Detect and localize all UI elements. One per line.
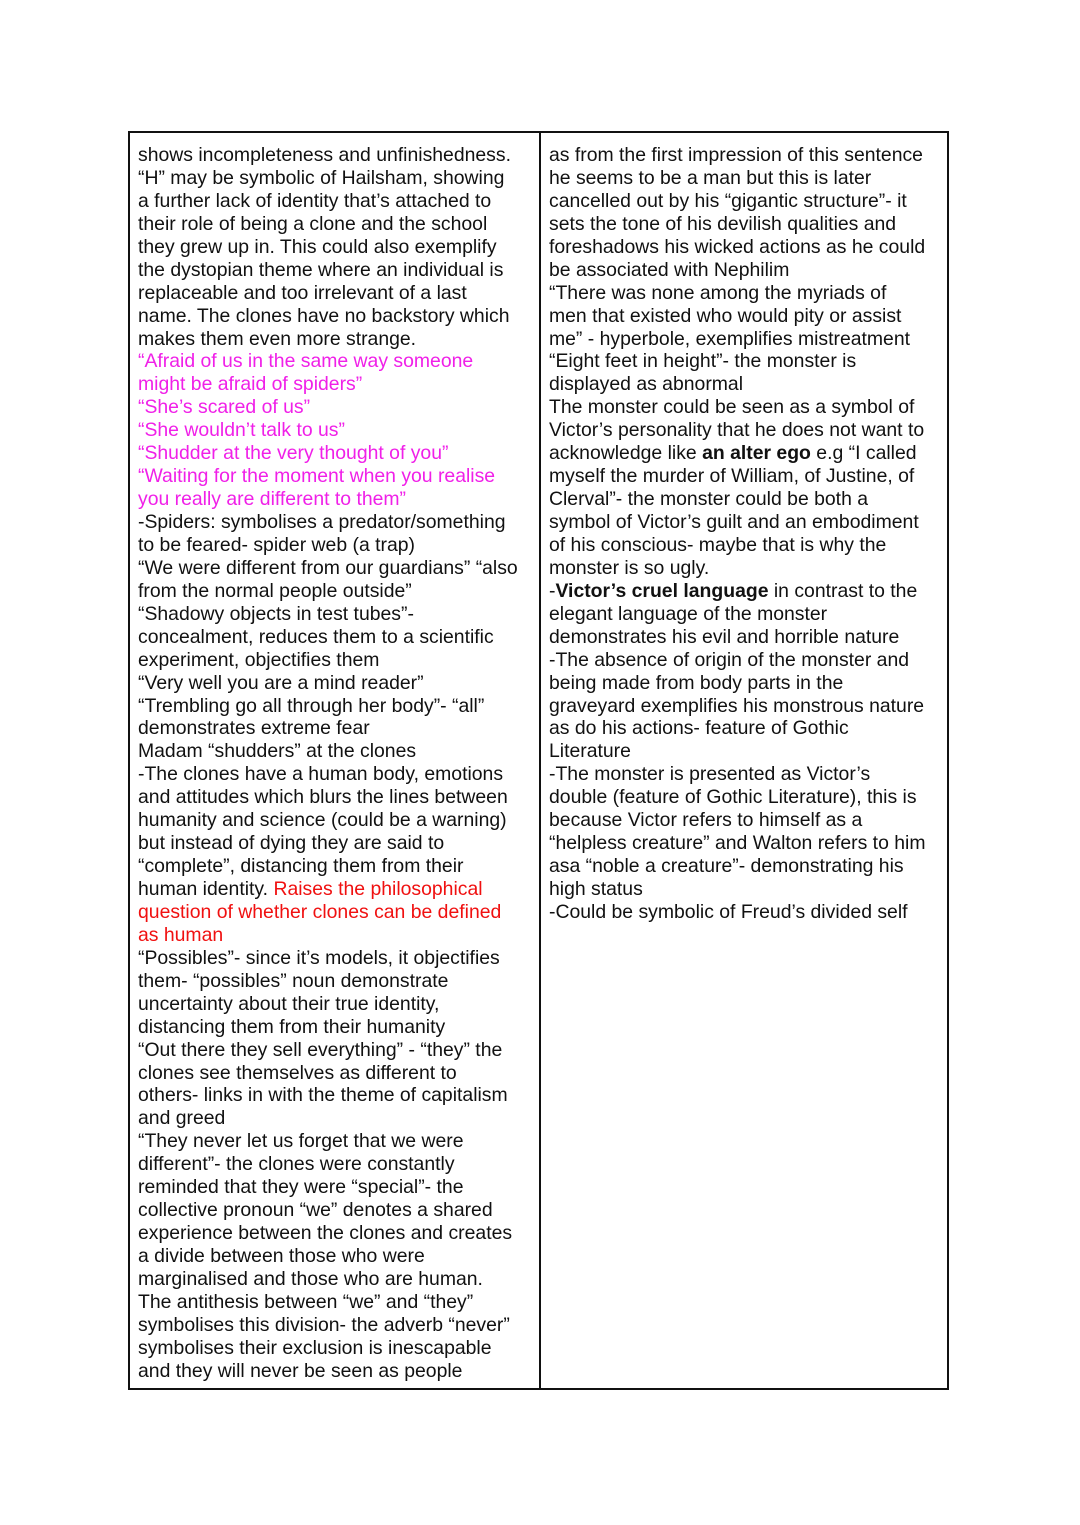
text-line bbox=[138, 1314, 531, 1337]
text-line bbox=[138, 167, 531, 190]
text-line bbox=[138, 1268, 531, 1291]
text-line bbox=[549, 511, 939, 534]
text-segment: acknowledge like bbox=[549, 442, 703, 465]
text-line bbox=[549, 373, 939, 396]
text-segment: The antithesis between “we” and “they” bbox=[138, 1290, 474, 1313]
text-segment: e.g “I called bbox=[810, 442, 917, 465]
text-segment: symbol of Victor’s guilt and an embodiment bbox=[549, 511, 919, 533]
text-segment: -Could be symbolic of Freud’s divided self bbox=[549, 900, 908, 923]
text-line bbox=[549, 350, 939, 373]
text-line bbox=[138, 855, 531, 878]
text-line bbox=[549, 603, 939, 626]
quote-text: “She wouldn’t talk to us” bbox=[138, 419, 345, 442]
text-line bbox=[138, 580, 531, 603]
text-line bbox=[138, 901, 531, 924]
text-line bbox=[549, 717, 939, 740]
text-segment: men that existed who would pity or assist bbox=[549, 304, 902, 327]
text-segment: “Possibles”- since it’s models, it objectifies bbox=[138, 946, 500, 969]
text-segment: clones see themselves as different to bbox=[138, 1061, 457, 1084]
text-segment: humanity and science (could be a warning) bbox=[138, 809, 507, 832]
text-segment: graveyard exemplifies his monstrous nature bbox=[549, 694, 925, 717]
text-line bbox=[549, 419, 939, 442]
text-line bbox=[549, 213, 939, 236]
text-line bbox=[138, 511, 531, 534]
quote-text: might be afraid of spiders” bbox=[138, 373, 363, 396]
text-line bbox=[138, 282, 531, 305]
quote-text: “Afraid of us in the same way someone bbox=[138, 350, 474, 373]
text-line bbox=[549, 786, 939, 809]
text-segment: and they will never be seen as people bbox=[138, 1359, 463, 1382]
text-line bbox=[138, 695, 531, 718]
bold-text: an alter ego bbox=[702, 442, 811, 465]
text-segment: distancing them from their humanity bbox=[138, 1015, 446, 1038]
right-column-cell bbox=[541, 133, 947, 1388]
text-line bbox=[138, 328, 531, 351]
text-segment: “Very well you are a mind reader” bbox=[138, 671, 424, 694]
text-segment: a further lack of identity that’s attached to bbox=[138, 189, 492, 212]
text-segment: because Victor refers to himself as a bbox=[549, 809, 863, 832]
text-segment: experiment, objectifies them bbox=[138, 648, 380, 671]
text-line bbox=[138, 213, 531, 236]
text-line bbox=[549, 190, 939, 213]
text-line bbox=[549, 488, 939, 511]
text-line bbox=[138, 396, 531, 419]
text-segment: symbolises this division- the adverb “never” bbox=[138, 1313, 510, 1336]
text-line bbox=[549, 534, 939, 557]
text-segment: “They never let us forget that we were bbox=[138, 1130, 464, 1153]
text-segment: symbolises their exclusion is inescapable bbox=[138, 1336, 492, 1359]
text-segment: demonstrates extreme fear bbox=[138, 717, 370, 740]
text-line bbox=[138, 557, 531, 580]
text-segment: high status bbox=[549, 878, 643, 900]
text-segment: -Spiders: symbolises a predator/something bbox=[138, 511, 506, 533]
text-line bbox=[549, 878, 939, 901]
text-segment: and attitudes which blurs the lines between bbox=[138, 786, 508, 809]
text-segment: shows incompleteness and unfinishedness. bbox=[138, 144, 511, 166]
text-segment: double (feature of Gothic Literature), this is bbox=[549, 786, 917, 809]
text-segment: of his conscious- maybe that is why the bbox=[549, 533, 887, 556]
text-line bbox=[138, 419, 531, 442]
text-line bbox=[549, 442, 939, 465]
text-line bbox=[549, 144, 939, 167]
text-segment: as do his actions- feature of Gothic bbox=[549, 717, 849, 740]
text-segment: myself the murder of William, of Justine, of bbox=[549, 465, 915, 488]
highlighted-text: as human bbox=[138, 923, 224, 946]
text-line bbox=[138, 442, 531, 465]
text-segment: -The monster is presented as Victor’s bbox=[549, 763, 871, 786]
quote-text: “She’s scared of us” bbox=[138, 396, 311, 419]
text-line bbox=[138, 144, 531, 167]
text-line bbox=[138, 1337, 531, 1360]
text-segment: demonstrates his evil and horrible nature bbox=[549, 625, 900, 648]
text-segment: different”- the clones were constantly bbox=[138, 1153, 455, 1176]
text-segment: experience between the clones and creates bbox=[138, 1222, 513, 1245]
text-line bbox=[138, 1130, 531, 1153]
text-line bbox=[138, 672, 531, 695]
text-line bbox=[549, 901, 939, 924]
text-line bbox=[549, 740, 939, 763]
bold-text: Victor’s cruel language bbox=[555, 579, 769, 602]
text-line bbox=[138, 1199, 531, 1222]
text-line bbox=[549, 236, 939, 259]
text-segment: makes them even more strange. bbox=[138, 327, 417, 350]
text-segment: The monster could be seen as a symbol of bbox=[549, 396, 915, 419]
text-line bbox=[138, 1153, 531, 1176]
text-segment: reminded that they were “special”- the bbox=[138, 1176, 464, 1199]
text-segment: monster is so ugly. bbox=[549, 556, 710, 579]
text-segment: -The clones have a human body, emotions bbox=[138, 763, 504, 786]
text-segment: “Shadowy objects in test tubes”- bbox=[138, 602, 414, 625]
text-segment: them- “possibles” noun demonstrate bbox=[138, 969, 449, 992]
text-line bbox=[549, 282, 939, 305]
text-line bbox=[138, 1176, 531, 1199]
text-line bbox=[549, 809, 939, 832]
text-line bbox=[138, 626, 531, 649]
text-segment: marginalised and those who are human. bbox=[138, 1267, 483, 1290]
text-line bbox=[138, 190, 531, 213]
text-line bbox=[138, 534, 531, 557]
text-segment: foreshadows his wicked actions as he could bbox=[549, 235, 926, 258]
text-segment: he seems to be a man but this is later bbox=[549, 166, 872, 189]
notes-table bbox=[128, 131, 949, 1390]
text-segment: “complete”, distancing them from their bbox=[138, 855, 464, 878]
text-line bbox=[549, 832, 939, 855]
text-line bbox=[549, 259, 939, 282]
text-segment: “There was none among the myriads of bbox=[549, 281, 887, 304]
text-segment: collective pronoun “we” denotes a shared bbox=[138, 1199, 493, 1222]
text-line bbox=[138, 993, 531, 1016]
text-line bbox=[549, 626, 939, 649]
text-line bbox=[138, 1039, 531, 1062]
text-segment: “Trembling go all through her body”- “all” bbox=[138, 694, 485, 717]
left-column-cell bbox=[130, 133, 541, 1388]
text-line bbox=[549, 580, 939, 603]
text-line bbox=[138, 1360, 531, 1383]
text-line bbox=[549, 167, 939, 190]
text-segment: -The absence of origin of the monster and bbox=[549, 648, 910, 671]
text-segment: “helpless creature” and Walton refers to him bbox=[549, 832, 926, 855]
text-line bbox=[549, 396, 939, 419]
text-segment: from the normal people outside” bbox=[138, 579, 412, 602]
text-line bbox=[138, 465, 531, 488]
text-segment: “Out there they sell everything” - “they” the bbox=[138, 1038, 503, 1061]
text-segment: Literature bbox=[549, 740, 631, 763]
highlighted-text: question of whether clones can be defined bbox=[138, 900, 502, 923]
text-line bbox=[138, 1062, 531, 1085]
text-segment: Victor’s personality that he does not want to bbox=[549, 419, 925, 442]
text-segment: cancelled out by his “gigantic structure”- it bbox=[549, 189, 907, 212]
text-line bbox=[549, 855, 939, 878]
text-line bbox=[549, 672, 939, 695]
text-line bbox=[138, 649, 531, 672]
text-line bbox=[549, 465, 939, 488]
text-segment: concealment, reduces them to a scientific bbox=[138, 625, 494, 648]
text-line bbox=[138, 603, 531, 626]
text-line bbox=[549, 328, 939, 351]
text-line bbox=[138, 878, 531, 901]
text-line bbox=[138, 740, 531, 763]
text-line bbox=[138, 305, 531, 328]
text-line bbox=[138, 488, 531, 511]
text-line bbox=[138, 1107, 531, 1130]
text-line bbox=[138, 1222, 531, 1245]
text-line bbox=[549, 695, 939, 718]
text-line bbox=[138, 786, 531, 809]
text-segment: in contrast to the bbox=[768, 579, 918, 602]
text-line bbox=[138, 832, 531, 855]
text-segment: they grew up in. This could also exemplify bbox=[138, 235, 497, 258]
text-segment: replaceable and too irrelevant of a last bbox=[138, 281, 467, 304]
text-segment: “We were different from our guardians” “also bbox=[138, 556, 518, 579]
text-segment: Clerval”- the monster could be both a bbox=[549, 488, 869, 511]
text-line bbox=[138, 1291, 531, 1314]
quote-text: “Shudder at the very thought of you” bbox=[138, 442, 449, 465]
text-segment: asa “noble a creature”- demonstrating his bbox=[549, 855, 904, 878]
text-segment: displayed as abnormal bbox=[549, 373, 744, 396]
text-segment: others- links in with the theme of capitalism bbox=[138, 1084, 508, 1107]
text-line bbox=[138, 924, 531, 947]
text-segment: Madam “shudders” at the clones bbox=[138, 740, 417, 763]
text-segment: being made from body parts in the bbox=[549, 671, 844, 694]
text-line bbox=[549, 557, 939, 580]
text-line bbox=[138, 1245, 531, 1268]
text-line bbox=[138, 373, 531, 396]
text-segment: name. The clones have no backstory which bbox=[138, 304, 510, 327]
text-segment: as from the first impression of this sentence bbox=[549, 144, 923, 166]
text-segment: elegant language of the monster bbox=[549, 602, 828, 625]
text-line bbox=[138, 717, 531, 740]
text-segment: to be feared- spider web (a trap) bbox=[138, 533, 415, 556]
text-line bbox=[138, 1084, 531, 1107]
text-line bbox=[138, 236, 531, 259]
text-line bbox=[138, 1016, 531, 1039]
text-segment: and greed bbox=[138, 1107, 226, 1130]
text-segment: their role of being a clone and the school bbox=[138, 212, 488, 235]
text-segment: “H” may be symbolic of Hailsham, showing bbox=[138, 166, 505, 189]
quote-text: “Waiting for the moment when you realise bbox=[138, 465, 496, 488]
text-line bbox=[549, 763, 939, 786]
text-line bbox=[138, 809, 531, 832]
text-line bbox=[138, 763, 531, 786]
text-segment: sets the tone of his devilish qualities and bbox=[549, 212, 897, 235]
text-segment: but instead of dying they are said to bbox=[138, 832, 445, 855]
quote-text: you really are different to them” bbox=[138, 488, 407, 511]
text-segment: - bbox=[549, 579, 556, 602]
text-segment: human identity. bbox=[138, 878, 274, 900]
highlighted-text: Raises the philosophical bbox=[273, 878, 483, 900]
text-segment: uncertainty about their true identity, bbox=[138, 992, 440, 1015]
text-line bbox=[549, 305, 939, 328]
text-line bbox=[138, 259, 531, 282]
text-line bbox=[138, 947, 531, 970]
text-segment: “Eight feet in height”- the monster is bbox=[549, 350, 857, 373]
text-segment: the dystopian theme where an individual is bbox=[138, 258, 504, 281]
text-line bbox=[138, 350, 531, 373]
text-segment: be associated with Nephilim bbox=[549, 258, 790, 281]
text-segment: me” - hyperbole, exemplifies mistreatment bbox=[549, 327, 911, 350]
text-line bbox=[549, 649, 939, 672]
text-line bbox=[138, 970, 531, 993]
text-segment: a divide between those who were bbox=[138, 1245, 425, 1267]
